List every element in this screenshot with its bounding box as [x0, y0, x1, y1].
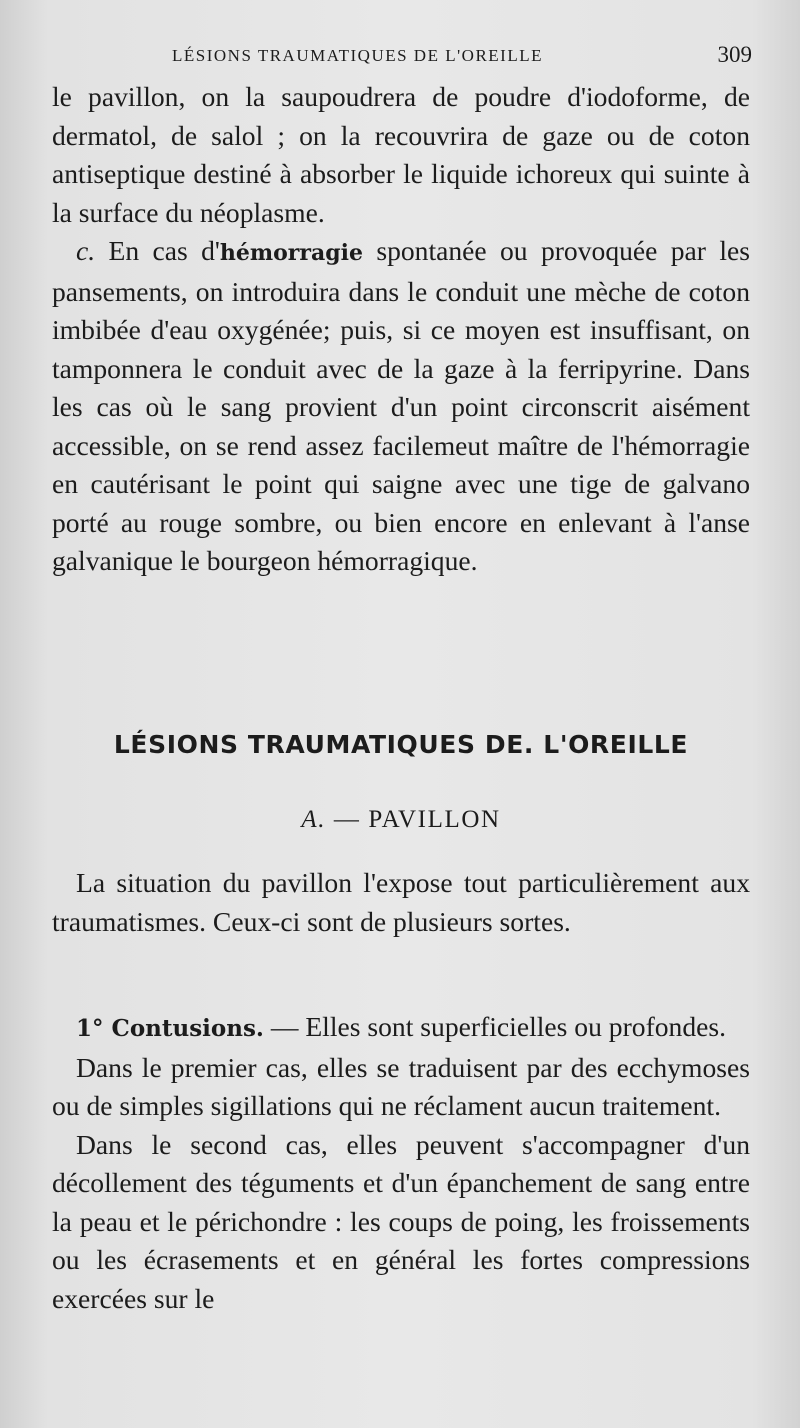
running-head	[172, 42, 752, 72]
contusions-paragraph-2: Dans le second cas, elles peuvent s'accompagner d'un décollement des téguments et d'un épanchement de sang entre la peau et le périchondre : les coups de poing, les froissements ou les écrasements et en général les fortes compressions exercées sur le	[52, 1128, 750, 1314]
contusions-paragraph-1: Dans le premier cas, elles se traduisent par des ecchymoses ou de simples sigillations qui ne réclament aucun traitement.	[52, 1051, 750, 1121]
subsection-heading	[52, 806, 750, 834]
item-c-lead: En cas d'	[95, 235, 220, 266]
subsection-letter: A.	[301, 806, 327, 833]
item-c-text: spontanée ou provoquée par les pansements, on introduira dans le conduit une mèche de coton imbibée d'eau oxygénée; puis, si ce moyen est insuffisant, on tamponnera le conduit avec de la gaze à la ferripyrine. Dans les cas où le sang provient d'un point circonscrit aisément accessible, on se rend assez facilemeut maître de l'hémorragie en cautérisant le point qui saigne avec une tige de galvano porté au rouge sombre, ou bien encore en enlevant à l'anse galvanique le bourgeon hémorragique.	[52, 235, 750, 576]
page-number: 309	[717, 42, 752, 67]
body-text	[52, 78, 750, 581]
item-c-keyword: hémorragie	[219, 240, 363, 266]
running-title: LÉSIONS TRAUMATIQUES DE L'OREILLE	[172, 46, 543, 65]
item-c-label: c.	[76, 235, 96, 266]
section-heading: LÉSIONS TRAUMATIQUES DE. L'OREILLE	[113, 730, 689, 759]
contusions-heading-paragraph	[52, 1008, 750, 1049]
contusions-section	[52, 1008, 750, 1318]
subsection-title: — PAVILLON	[326, 806, 501, 833]
contusions-text: — Elles sont superficielles ou profondes.	[263, 1011, 727, 1042]
intro-paragraph: le pavillon, on la saupoudrera de poudre d'iodoforme, de dermatol, de salol ; on la recouvrira de gaze ou de coton antiseptique destiné à absorber le liquide ichoreux qui suinte à la surface du néoplasme.	[52, 81, 750, 228]
contusions-lead: 1° Contusions.	[76, 1015, 264, 1042]
item-c-paragraph	[52, 232, 750, 581]
situation-paragraph	[52, 864, 750, 941]
situation-text: La situation du pavillon l'expose tout particulièrement aux traumatismes. Ceux-ci sont de plusieurs sortes.	[52, 867, 750, 937]
